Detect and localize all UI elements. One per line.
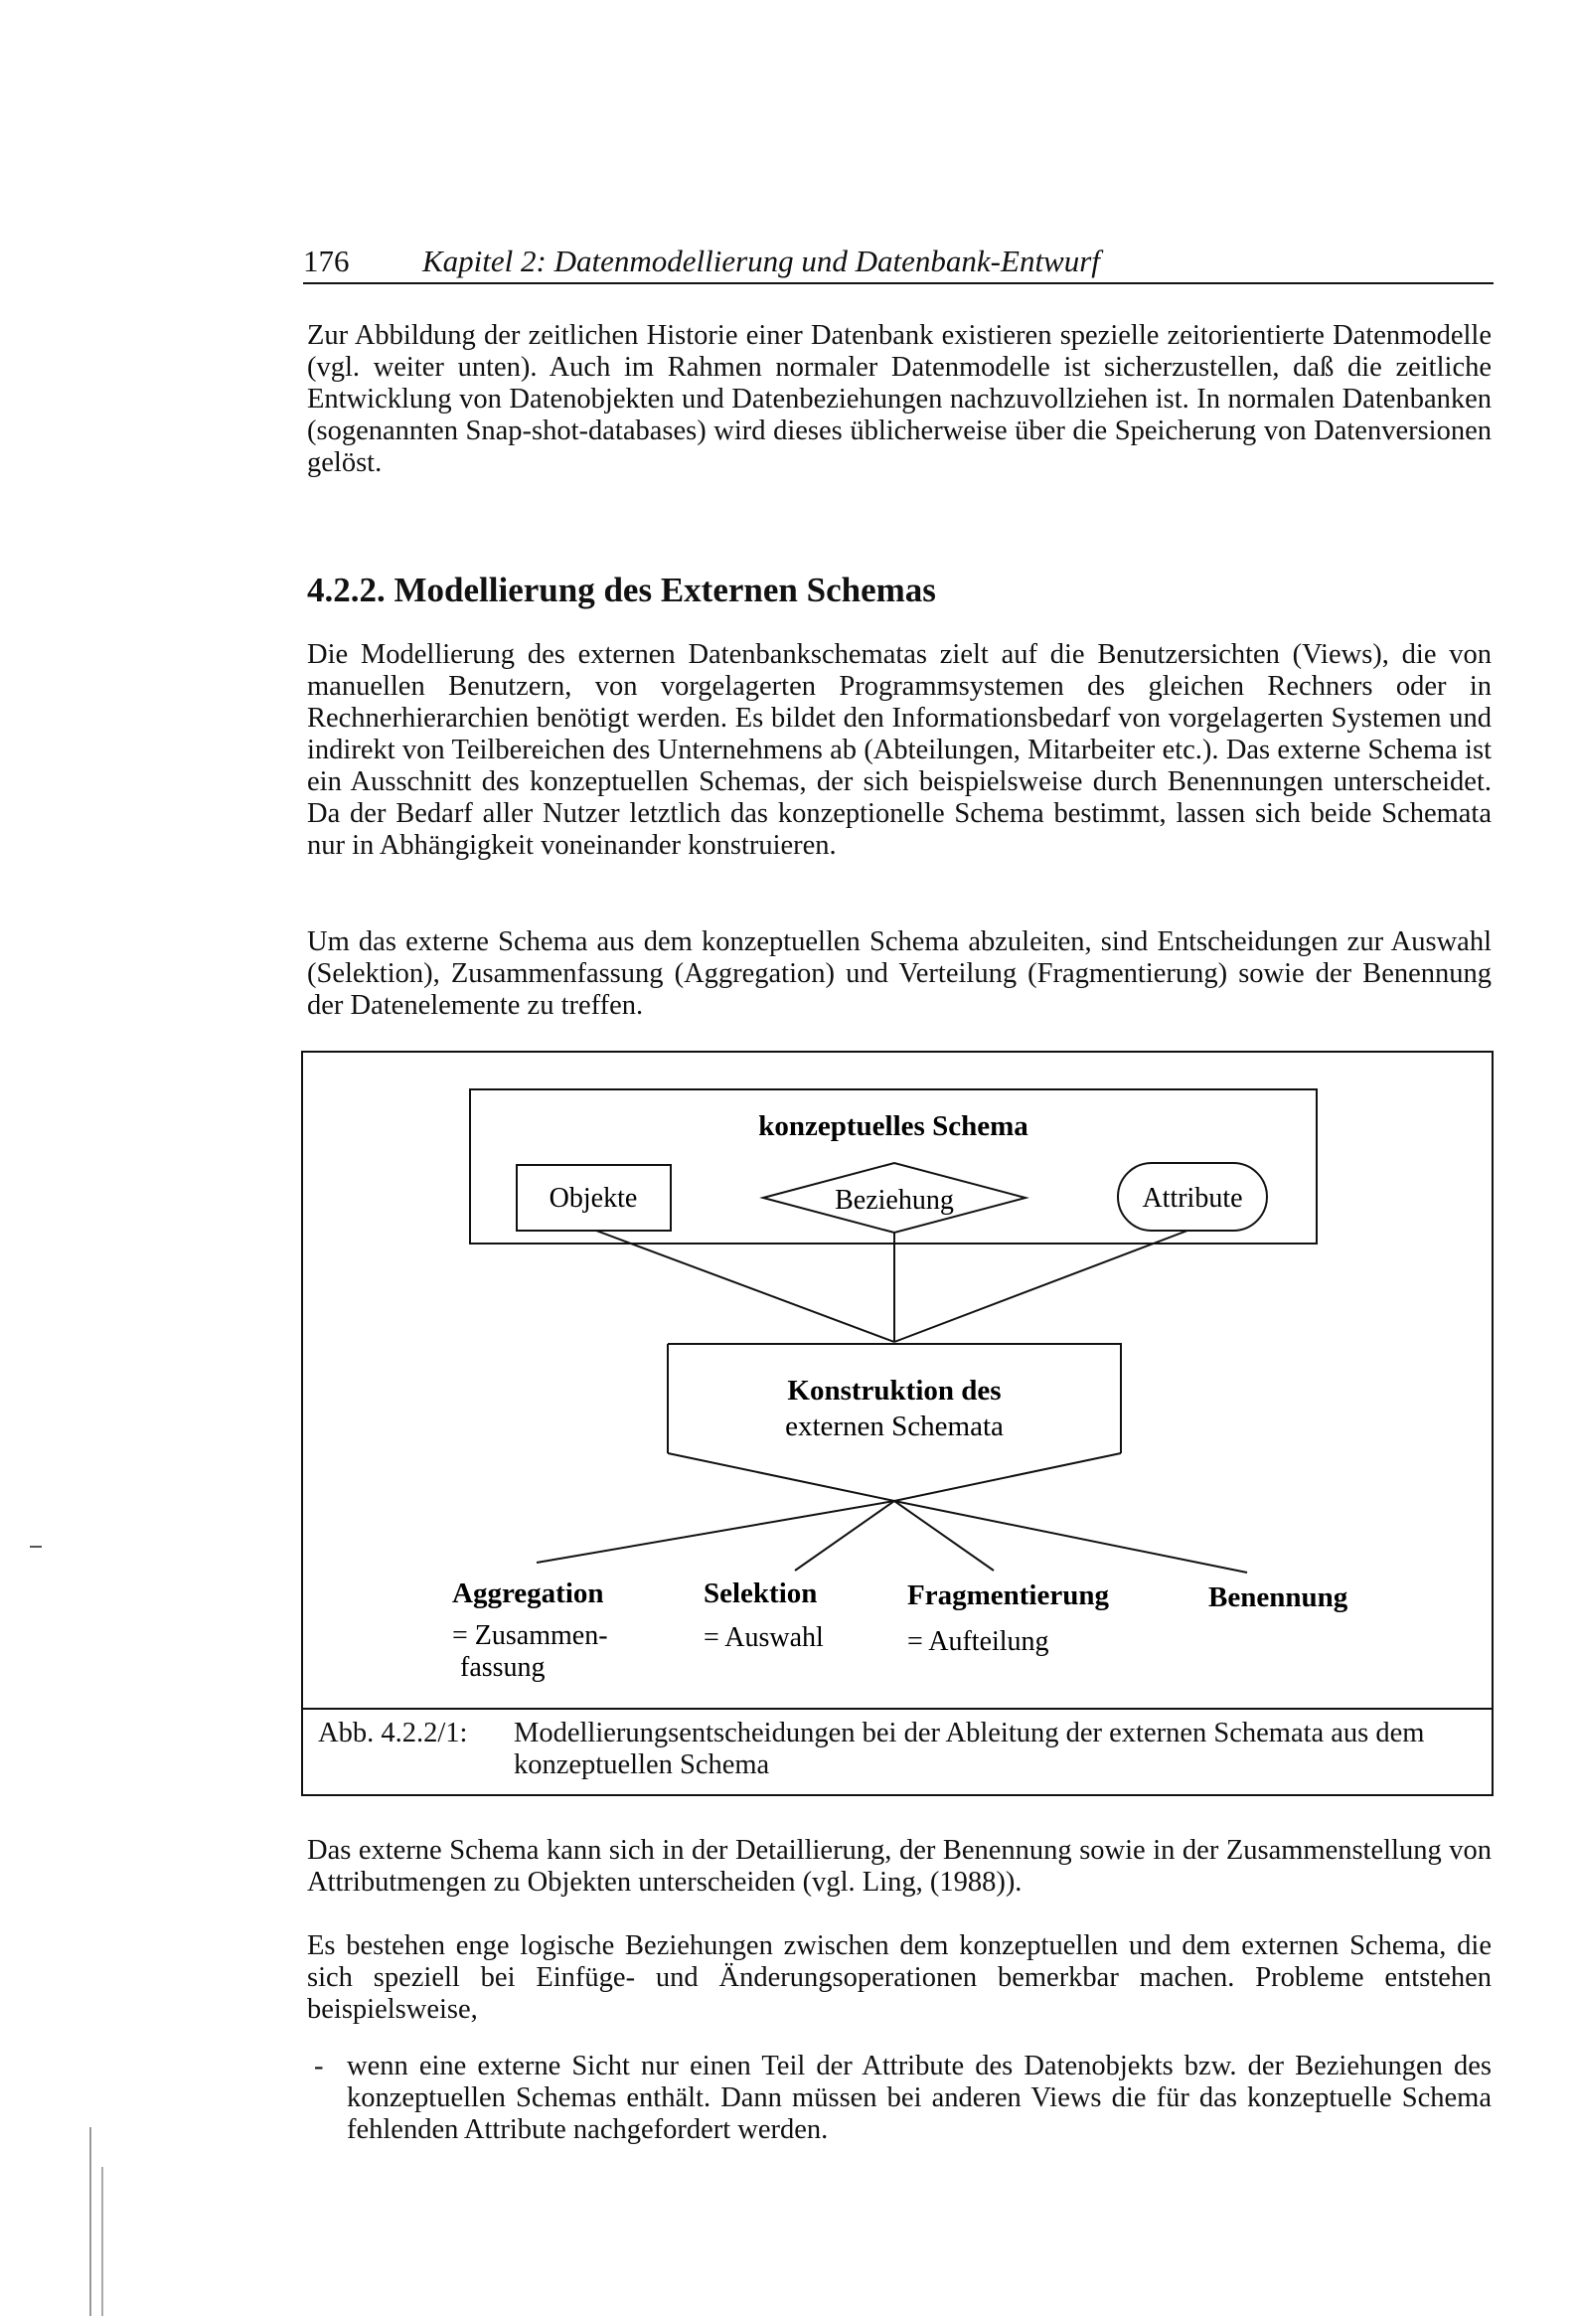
paragraph-external-schema: Die Modellierung des externen Datenbankschematas zielt auf die Benutzersichten (Views), die von manuellen Benutzern, von vorgelagerten Programmsystemen des gleichen Rechners oder in Rechnerhierarchien benötigt werden. Es bildet den Informationsbedarf von vorgelagerten Systemen und indirekt von Teilbereichen des Unternehmens ab (Abteilungen, Mitarbeiter etc.). Das externe Schema ist ein Ausschnitt des konzeptuellen Schemas, der sich beispielsweise durch Benennungen unterscheidet. Da der Bedarf aller Nutzer letztlich das konzeptionelle Schema bestimmt, lassen sich beide Schemata nur in Abhängigkeit voneinander konstruieren. bbox=[307, 639, 1492, 861]
section-heading: 4.2.2. Modellierung des Externen Schemas bbox=[307, 571, 936, 609]
output-naming: Benennung bbox=[1208, 1581, 1348, 1613]
construction-box-bottom bbox=[668, 1453, 1121, 1501]
paragraph-history: Zur Abbildung der zeitlichen Historie einer Datenbank existieren spezielle zeitorientierte Datenmodelle (vgl. weiter unten). Auch im Rahmen normaler Datenmodelle ist sicherzustellen, daß die zeitliche Entwicklung von Datenobjekten und Datenbeziehungen nachzuvollziehen ist. In normalen Datenbanken (sogenannten Snap-shot-databases) wird dieses üblicherweise über die Speicherung von Datenversionen gelöst. bbox=[307, 320, 1492, 478]
output-fragmentation: Fragmentierung bbox=[907, 1579, 1109, 1611]
relationship-label: Beziehung bbox=[835, 1185, 954, 1216]
output-aggregation: Aggregation bbox=[452, 1577, 604, 1609]
page-number: 176 bbox=[303, 244, 350, 278]
bullet-marker: - bbox=[314, 2051, 324, 2081]
paragraph-relations: Es bestehen enge logische Beziehungen zwischen dem konzeptuellen und dem externen Schema, die sich speziell bei Einfüge- und Änderungsoperationen bemerkbar machen. Probleme entstehen beispielsweise, bbox=[307, 1930, 1492, 2025]
connector-aggregation bbox=[537, 1501, 894, 1563]
caption-label: Abb. 4.2.2/1: bbox=[318, 1718, 468, 1748]
construction-line2: externen Schemata bbox=[785, 1411, 1004, 1442]
paragraph-derivation: Um das externe Schema aus dem konzeptuellen Schema abzuleiten, sind Entscheidungen zur Auswahl (Selektion), Zusammenfassung (Aggregation) und Verteilung (Fragmentierung) sowie der Benennung der Datenelemente zu treffen. bbox=[307, 926, 1492, 1021]
conceptual-schema-title: konzeptuelles Schema bbox=[758, 1110, 1028, 1142]
output-fragmentation-desc: = Aufteilung bbox=[907, 1626, 1049, 1657]
output-selection-desc: = Auswahl bbox=[704, 1622, 824, 1653]
connector-entity bbox=[596, 1231, 894, 1342]
output-aggregation-desc: = Zusammen- bbox=[452, 1620, 608, 1651]
attribute-label: Attribute bbox=[1142, 1183, 1243, 1214]
construction-line1: Konstruktion des bbox=[787, 1375, 1002, 1407]
paragraph-differences: Das externe Schema kann sich in der Detaillierung, der Benennung sowie in der Zusammenstellung von Attributmengen zu Objekten unterscheiden (vgl. Ling, (1988)). bbox=[307, 1835, 1492, 1898]
output-selection: Selektion bbox=[704, 1577, 818, 1609]
bullet-item: wenn eine externe Sicht nur einen Teil der Attribute des Datenobjekts bzw. der Beziehungen des konzeptuellen Schemas enthält. Dann müssen bei anderen Views die für das konzeptuelle Schema fehlenden Attribute nachgefordert werden. bbox=[347, 2051, 1492, 2145]
connector-naming bbox=[894, 1501, 1247, 1573]
caption-text: Modellierungsentscheidungen bei der Ableitung der externen Schemata aus dem konzeptuellen Schema bbox=[514, 1718, 1425, 1780]
entity-label: Objekte bbox=[549, 1183, 638, 1214]
connector-selection bbox=[795, 1501, 894, 1571]
output-aggregation-desc2: fassung bbox=[460, 1652, 546, 1683]
running-title: Kapitel 2: Datenmodellierung und Datenbank-Entwurf bbox=[422, 244, 1100, 278]
connector-attribute bbox=[894, 1231, 1187, 1342]
